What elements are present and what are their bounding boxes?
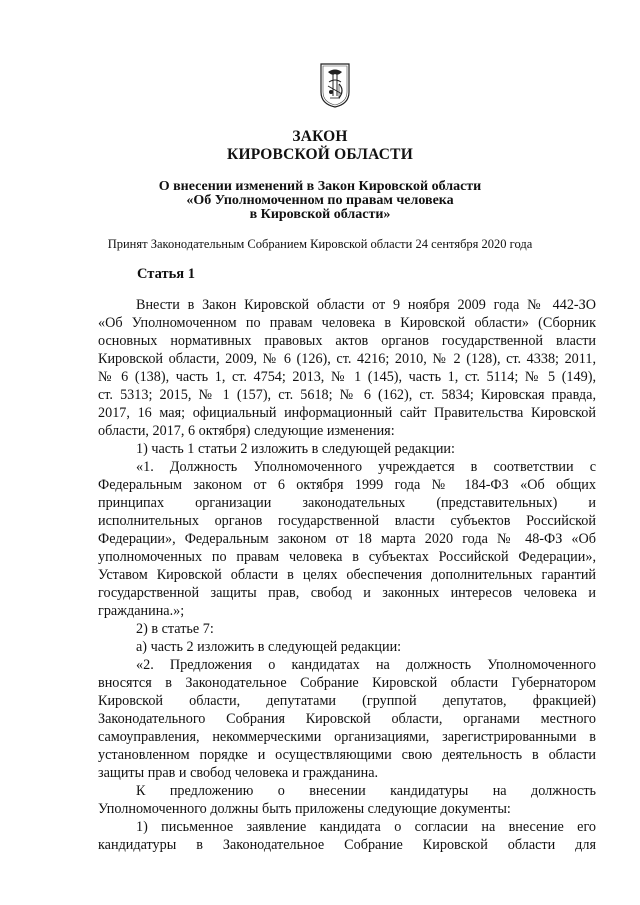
text-line: Кировской области, депутатами (группой депутатов, фракцией): [98, 693, 596, 709]
kirov-coat-of-arms-icon: [319, 62, 351, 108]
text-line: № 6 (138), часть 1, ст. 4754; 2013, № 1 (145), часть 1, ст. 5114; № 5 (149),: [98, 369, 596, 385]
text-line: области, 2017, 6 октября) следующие изменения:: [98, 423, 395, 439]
text-line: К предложению о внесении кандидатуры на должность: [136, 783, 596, 799]
text-line: уполномоченных по правам человека в субъектах Российской Федерации»,: [98, 549, 596, 565]
text-line: Уполномоченного должны быть приложены следующие документы:: [98, 801, 511, 817]
text-line: Федеральным законом от 6 октября 1999 года № 184-ФЗ «Об общих: [98, 477, 596, 493]
text-line: «1. Должность Уполномоченного учреждается в соответствии с: [136, 459, 596, 475]
text-line: вносятся в Законодательное Собрание Кировской области Губернатором: [98, 675, 596, 691]
text-line: государственной защиты прав, свобод и законных интересов человека и: [98, 585, 596, 601]
text-line: 2) в статье 7:: [136, 621, 214, 637]
text-line: кандидатуры в Законодательное Собрание Кировской области для: [98, 837, 596, 853]
text-line: основных нормативных правовых актов органов государственной власти: [98, 333, 596, 349]
article-heading: Статья 1: [137, 266, 195, 282]
text-line: Внести в Закон Кировской области от 9 ноября 2009 года № 442-ЗО: [136, 297, 596, 313]
text-line: 2017, 16 мая; официальный информационный сайт Правительства Кировской: [98, 405, 596, 421]
law-subtitle-line2: «Об Уполномоченном по правам человека: [186, 193, 454, 208]
text-line: Федерации», Федеральным законом от 18 марта 2020 года № 48-ФЗ «Об: [98, 531, 596, 547]
text-line: принципах организации законодательных (представительных) и: [98, 495, 596, 511]
text-line: 1) часть 1 статьи 2 изложить в следующей редакции:: [136, 441, 455, 457]
law-title-line2: КИРОВСКОЙ ОБЛАСТИ: [227, 146, 413, 163]
law-subtitle-line3: в Кировской области»: [249, 207, 391, 222]
law-title-line1: ЗАКОН: [292, 128, 348, 145]
text-line: ст. 5313; 2015, № 1 (157), ст. 5618; № 6 (162), ст. 5834; Кировская правда,: [98, 387, 596, 403]
text-line: 1) письменное заявление кандидата о согласии на внесение его: [136, 819, 596, 835]
text-line: а) часть 2 изложить в следующей редакции:: [136, 639, 402, 655]
text-line: установленном порядке и осуществляющими свою деятельность в области: [98, 747, 596, 763]
text-line: «2. Предложения о кандидатах на должность Уполномоченного: [136, 657, 596, 673]
text-line: гражданина.»;: [98, 603, 185, 619]
text-line: Законодательного Собрания Кировской области, органами местного: [98, 711, 596, 727]
text-line: исполнительных органов государственной власти субъектов Российской: [98, 513, 596, 529]
text-line: Кировской области, 2009, № 6 (126), ст. 4216; 2010, № 2 (128), ст. 4338; 2011,: [98, 351, 596, 367]
text-line: самоуправления, некоммерческими организациями, зарегистрированными в: [98, 729, 596, 745]
text-line: «Об Уполномоченном по правам человека в Кировской области» (Сборник: [98, 315, 596, 331]
text-line: защиты прав и свобод человека и гражданина.: [98, 765, 379, 781]
law-subtitle-line1: О внесении изменений в Закон Кировской области: [158, 179, 482, 194]
text-line: Уставом Кировской области в целях обеспечения дополнительных гарантий: [98, 567, 596, 583]
adoption-note: Принят Законодательным Собранием Кировской области 24 сентября 2020 года: [107, 237, 533, 251]
